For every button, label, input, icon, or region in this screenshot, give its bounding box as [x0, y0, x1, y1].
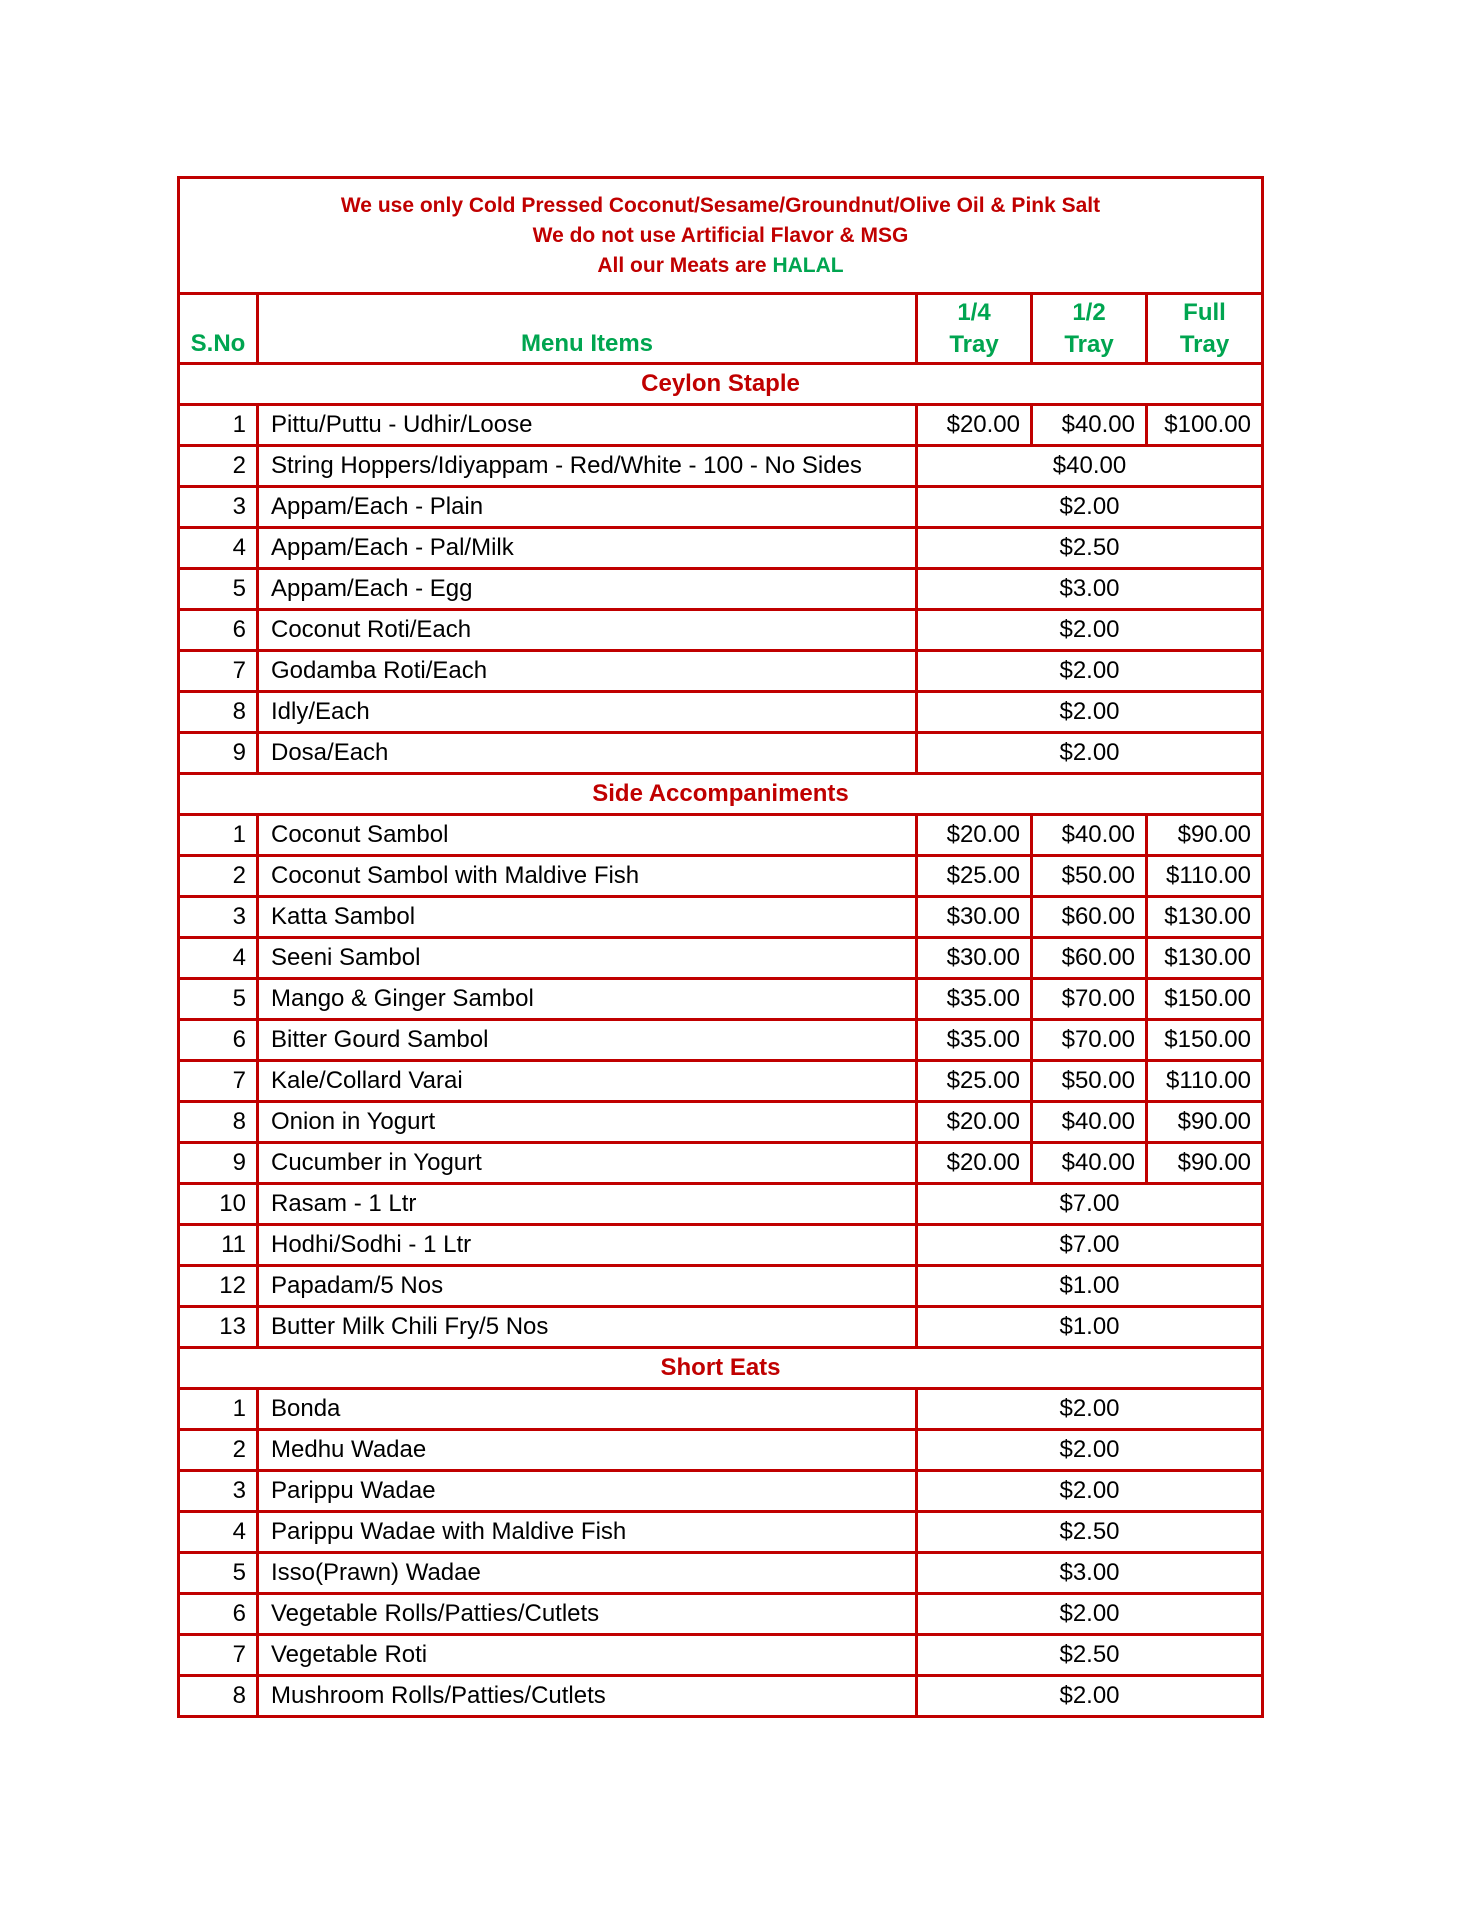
menu-item-row — [179, 815, 1263, 856]
item-name: Pittu/Puttu - Udhir/Loose — [258, 405, 917, 446]
section-header-row — [179, 364, 1263, 405]
menu-item-row — [179, 1307, 1263, 1348]
full-tray-price: $130.00 — [1147, 938, 1263, 979]
item-number: 7 — [179, 1635, 258, 1676]
flat-price: $2.00 — [917, 487, 1263, 528]
menu-item-row — [179, 610, 1263, 651]
item-number: 1 — [179, 405, 258, 446]
item-name: Coconut Roti/Each — [258, 610, 917, 651]
menu-item-row — [179, 1553, 1263, 1594]
sno-header: S.No — [179, 294, 258, 364]
notice-no-msg: We do not use Artificial Flavor & MSG — [532, 223, 909, 247]
item-number: 6 — [179, 610, 258, 651]
item-name: Dosa/Each — [258, 733, 917, 774]
flat-price: $2.50 — [917, 528, 1263, 569]
half-tray-price: $50.00 — [1032, 856, 1147, 897]
item-number: 2 — [179, 1430, 258, 1471]
item-name: Parippu Wadae with Maldive Fish — [258, 1512, 917, 1553]
menu-item-row — [179, 1266, 1263, 1307]
half-tray-price: $70.00 — [1032, 1020, 1147, 1061]
menu-item-row — [179, 979, 1263, 1020]
full-tray-price: $150.00 — [1147, 1020, 1263, 1061]
flat-price: $2.00 — [917, 1430, 1263, 1471]
item-name: Seeni Sambol — [258, 938, 917, 979]
item-number: 1 — [179, 815, 258, 856]
half-tray-price: $40.00 — [1032, 1102, 1147, 1143]
item-number: 7 — [179, 1061, 258, 1102]
full-tray-price: $110.00 — [1147, 856, 1263, 897]
full-tray-header — [1147, 294, 1263, 364]
item-number: 6 — [179, 1020, 258, 1061]
flat-price: $1.00 — [917, 1307, 1263, 1348]
item-number: 4 — [179, 1512, 258, 1553]
menu-item-row — [179, 1635, 1263, 1676]
item-name: Godamba Roti/Each — [258, 651, 917, 692]
item-number: 9 — [179, 733, 258, 774]
menu-item-row — [179, 1020, 1263, 1061]
item-number: 3 — [179, 487, 258, 528]
section-title: Ceylon Staple — [179, 364, 1263, 405]
item-name: Mushroom Rolls/Patties/Cutlets — [258, 1676, 917, 1717]
half-tray-price: $60.00 — [1032, 897, 1147, 938]
quarter-tray-word: Tray — [949, 330, 999, 358]
half-tray-price: $40.00 — [1032, 405, 1147, 446]
menu-item-row — [179, 1676, 1263, 1717]
halal-label: HALAL — [772, 253, 844, 277]
full-tray-price: $110.00 — [1147, 1061, 1263, 1102]
quarter-tray-price: $20.00 — [917, 405, 1032, 446]
full-tray-price: $90.00 — [1147, 1143, 1263, 1184]
quarter-tray-price: $20.00 — [917, 815, 1032, 856]
item-name: Coconut Sambol with Maldive Fish — [258, 856, 917, 897]
item-number: 9 — [179, 1143, 258, 1184]
section-title: Short Eats — [179, 1348, 1263, 1389]
flat-price: $2.50 — [917, 1512, 1263, 1553]
menu-item-row — [179, 733, 1263, 774]
menu-item-row — [179, 1225, 1263, 1266]
menu-item-row — [179, 1471, 1263, 1512]
full-tray-price: $90.00 — [1147, 815, 1263, 856]
flat-price: $3.00 — [917, 569, 1263, 610]
item-number: 5 — [179, 569, 258, 610]
menu-item-row — [179, 938, 1263, 979]
flat-price: $2.00 — [917, 1389, 1263, 1430]
flat-price: $2.00 — [917, 692, 1263, 733]
item-number: 10 — [179, 1184, 258, 1225]
flat-price: $7.00 — [917, 1184, 1263, 1225]
flat-price: $1.00 — [917, 1266, 1263, 1307]
item-number: 4 — [179, 528, 258, 569]
item-number: 5 — [179, 1553, 258, 1594]
menu-item-row — [179, 897, 1263, 938]
item-number: 5 — [179, 979, 258, 1020]
item-name: Vegetable Roti — [258, 1635, 917, 1676]
full-tray-size: Full — [1183, 298, 1226, 326]
item-name: Appam/Each - Plain — [258, 487, 917, 528]
half-tray-price: $50.00 — [1032, 1061, 1147, 1102]
flat-price: $2.00 — [917, 1676, 1263, 1717]
item-name: Bonda — [258, 1389, 917, 1430]
flat-price: $2.00 — [917, 651, 1263, 692]
item-name: Idly/Each — [258, 692, 917, 733]
item-number: 2 — [179, 856, 258, 897]
full-tray-price: $90.00 — [1147, 1102, 1263, 1143]
section-header-row — [179, 1348, 1263, 1389]
item-name: Onion in Yogurt — [258, 1102, 917, 1143]
quarter-tray-price: $35.00 — [917, 979, 1032, 1020]
quarter-tray-price: $30.00 — [917, 897, 1032, 938]
item-name: Appam/Each - Pal/Milk — [258, 528, 917, 569]
half-tray-word: Tray — [1064, 330, 1114, 358]
flat-price: $2.00 — [917, 1594, 1263, 1635]
half-tray-price: $70.00 — [1032, 979, 1147, 1020]
flat-price: $2.50 — [917, 1635, 1263, 1676]
flat-price: $7.00 — [917, 1225, 1263, 1266]
quarter-tray-price: $20.00 — [917, 1143, 1032, 1184]
section-title: Side Accompaniments — [179, 774, 1263, 815]
menu-item-row — [179, 1512, 1263, 1553]
item-number: 4 — [179, 938, 258, 979]
menu-item-row — [179, 1594, 1263, 1635]
item-number: 6 — [179, 1594, 258, 1635]
flat-price: $3.00 — [917, 1553, 1263, 1594]
item-number: 13 — [179, 1307, 258, 1348]
item-name: Hodhi/Sodhi - 1 Ltr — [258, 1225, 917, 1266]
item-number: 1 — [179, 1389, 258, 1430]
column-header-row — [179, 294, 1263, 364]
menu-item-row — [179, 405, 1263, 446]
item-name: Papadam/5 Nos — [258, 1266, 917, 1307]
item-number: 3 — [179, 1471, 258, 1512]
half-tray-price: $40.00 — [1032, 815, 1147, 856]
item-number: 8 — [179, 692, 258, 733]
quarter-tray-price: $25.00 — [917, 1061, 1032, 1102]
quarter-tray-price: $30.00 — [917, 938, 1032, 979]
item-name: Butter Milk Chili Fry/5 Nos — [258, 1307, 917, 1348]
menu-item-row — [179, 1389, 1263, 1430]
menu-item-row — [179, 1143, 1263, 1184]
item-name: Cucumber in Yogurt — [258, 1143, 917, 1184]
quarter-tray-price: $25.00 — [917, 856, 1032, 897]
item-number: 8 — [179, 1676, 258, 1717]
flat-price: $2.00 — [917, 1471, 1263, 1512]
item-number: 3 — [179, 897, 258, 938]
full-tray-word: Tray — [1179, 330, 1230, 358]
quarter-tray-header — [917, 294, 1032, 364]
menu-item-row — [179, 487, 1263, 528]
item-name: Medhu Wadae — [258, 1430, 917, 1471]
item-name: Bitter Gourd Sambol — [258, 1020, 917, 1061]
quarter-tray-price: $35.00 — [917, 1020, 1032, 1061]
notice-oil-salt: We use only Cold Pressed Coconut/Sesame/Groundnut/Olive Oil & Pink Salt — [340, 193, 1101, 217]
menu-items-header: Menu Items — [258, 294, 917, 364]
item-name: Mango & Ginger Sambol — [258, 979, 917, 1020]
menu-item-row — [179, 446, 1263, 487]
full-tray-price: $100.00 — [1147, 405, 1263, 446]
menu-item-row — [179, 569, 1263, 610]
menu-item-row — [179, 692, 1263, 733]
item-number: 12 — [179, 1266, 258, 1307]
menu-item-row — [179, 651, 1263, 692]
menu-item-row — [179, 1102, 1263, 1143]
notice-halal — [180, 251, 1261, 281]
item-name: Parippu Wadae — [258, 1471, 917, 1512]
menu-item-row — [179, 1430, 1263, 1471]
item-number: 8 — [179, 1102, 258, 1143]
menu-item-row — [179, 1184, 1263, 1225]
menu-item-row — [179, 528, 1263, 569]
item-name: Kale/Collard Varai — [258, 1061, 917, 1102]
half-tray-price: $40.00 — [1032, 1143, 1147, 1184]
item-name: Vegetable Rolls/Patties/Cutlets — [258, 1594, 917, 1635]
quarter-tray-fraction: 1/4 — [957, 298, 991, 326]
notice-banner — [179, 178, 1263, 294]
item-number: 11 — [179, 1225, 258, 1266]
half-tray-price: $60.00 — [1032, 938, 1147, 979]
flat-price: $2.00 — [917, 610, 1263, 651]
item-name: Appam/Each - Egg — [258, 569, 917, 610]
full-tray-price: $130.00 — [1147, 897, 1263, 938]
section-header-row — [179, 774, 1263, 815]
item-name: Rasam - 1 Ltr — [258, 1184, 917, 1225]
quarter-tray-price: $20.00 — [917, 1102, 1032, 1143]
flat-price: $2.00 — [917, 733, 1263, 774]
menu-price-table — [177, 176, 1264, 1718]
notice-halal-prefix: All our Meats are — [597, 253, 773, 277]
item-number: 2 — [179, 446, 258, 487]
item-name: Isso(Prawn) Wadae — [258, 1553, 917, 1594]
half-tray-fraction: 1/2 — [1072, 298, 1106, 326]
item-name: Coconut Sambol — [258, 815, 917, 856]
menu-item-row — [179, 856, 1263, 897]
item-number: 7 — [179, 651, 258, 692]
menu-item-row — [179, 1061, 1263, 1102]
half-tray-header — [1032, 294, 1147, 364]
item-name: Katta Sambol — [258, 897, 917, 938]
notice-row — [179, 178, 1263, 294]
flat-price: $40.00 — [917, 446, 1263, 487]
full-tray-price: $150.00 — [1147, 979, 1263, 1020]
item-name: String Hoppers/Idiyappam - Red/White - 100 - No Sides — [258, 446, 917, 487]
